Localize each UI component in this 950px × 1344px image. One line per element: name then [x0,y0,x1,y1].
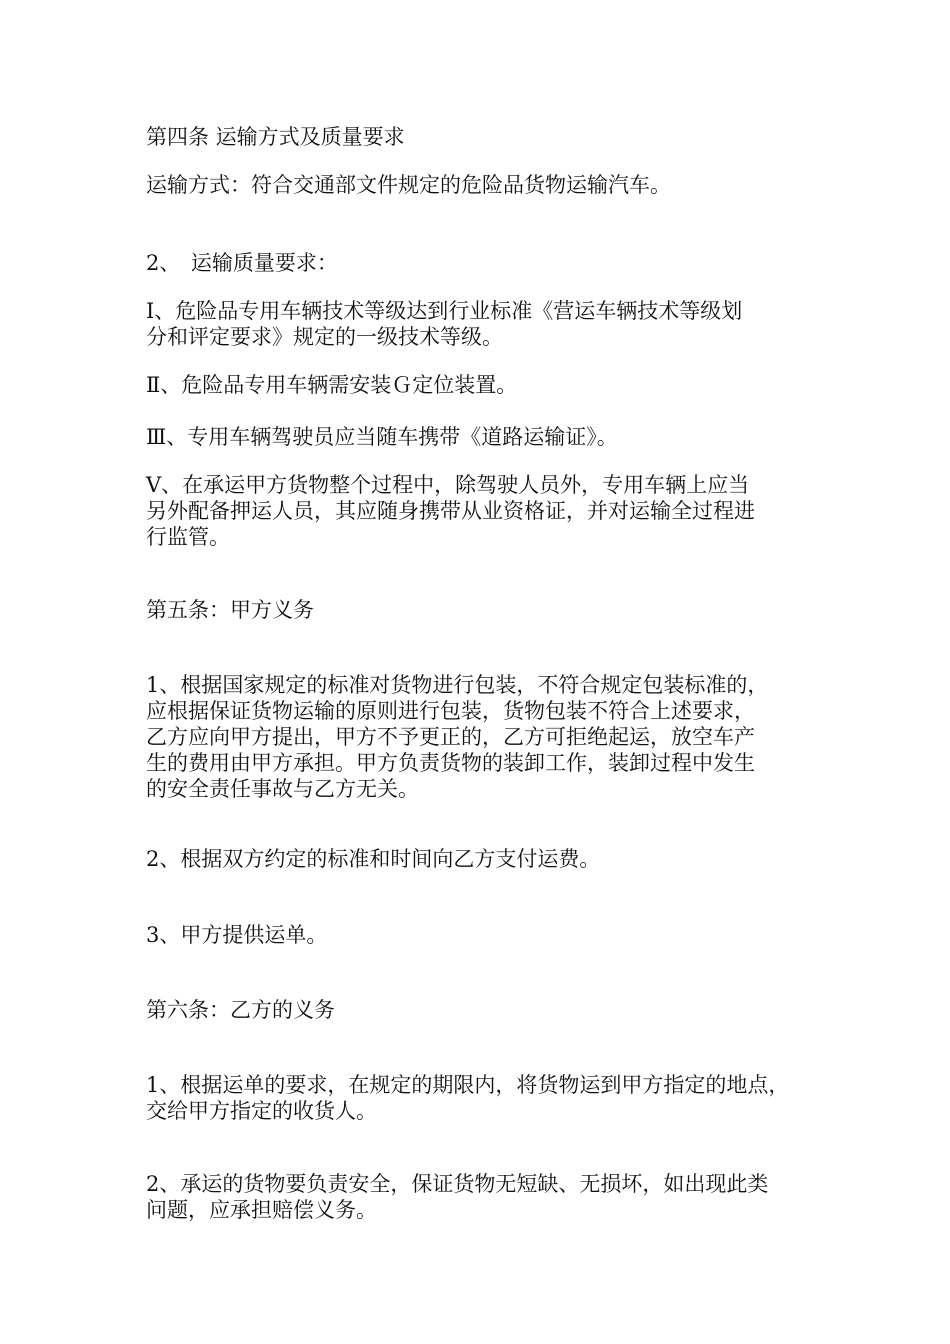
text-line: 行监管。 [146,525,230,549]
text-line: 2、承运的货物要负责安全，保证货物无短缺、无损坏，如出现此类 [146,1172,769,1196]
text-line: 生的费用由甲方承担。甲方负责货物的装卸工作，装卸过程中发生 [146,751,755,775]
heading-article-4 [146,124,826,150]
text-line: 分和评定要求》规定的一级技术等级。 [146,325,503,349]
paragraph-party-b-duty-2 [146,1171,826,1223]
paragraph-party-a-duty-1 [146,672,826,802]
text-line: 运输方式：符合交通部文件规定的危险品货物运输汽车。 [146,173,671,197]
text-line: 1、根据国家规定的标准对货物进行包装，不符合规定包装标准的， [146,673,769,697]
paragraph-quality-requirements [146,250,826,276]
paragraph-party-a-duty-2 [146,846,826,872]
text-line: Ⅰ、危险品专用车辆技术等级达到行业标准《营运车辆技术等级划 [146,299,743,323]
paragraph-transport-method [146,172,826,198]
paragraph-item-ii [146,372,826,398]
text-line: 1、根据运单的要求，在规定的期限内，将货物运到甲方指定的地点， [146,1073,790,1097]
paragraph-item-iii [146,424,826,450]
text-line: 问题，应承担赔偿义务。 [146,1198,377,1222]
text-line: 2、 运输质量要求： [146,251,338,275]
text-line: 另外配备押运人员，其应随身携带从业资格证，并对运输全过程进 [146,499,755,523]
text-line: 3、甲方提供运单。 [146,923,328,947]
paragraph-party-b-duty-1 [146,1072,826,1124]
text-line: Ⅱ、危险品专用车辆需安装Ｇ定位装置。 [146,373,518,397]
text-line: Ⅲ、专用车辆驾驶员应当随车携带《道路运输证》。 [146,425,618,449]
text-line: 乙方应向甲方提出，甲方不予更正的，乙方可拒绝起运，放空车产 [146,725,755,749]
heading-article-5 [146,597,826,623]
text-line: 的安全责任事故与乙方无关。 [146,777,419,801]
text-line: 第六条：乙方的义务 [146,998,335,1022]
text-line: Ⅴ、在承运甲方货物整个过程中，除驾驶人员外，专用车辆上应当 [146,473,750,497]
text-line: 2、根据双方约定的标准和时间向乙方支付运费。 [146,847,601,871]
paragraph-item-v [146,472,826,550]
paragraph-item-i [146,298,826,350]
text-line: 应根据保证货物运输的原则进行包装，货物包装不符合上述要求， [146,699,755,723]
text-line: 第四条 运输方式及质量要求 [146,125,405,149]
text-line: 交给甲方指定的收货人。 [146,1099,377,1123]
text-line: 第五条：甲方义务 [146,598,314,622]
paragraph-party-a-duty-3 [146,922,826,948]
heading-article-6 [146,997,826,1023]
